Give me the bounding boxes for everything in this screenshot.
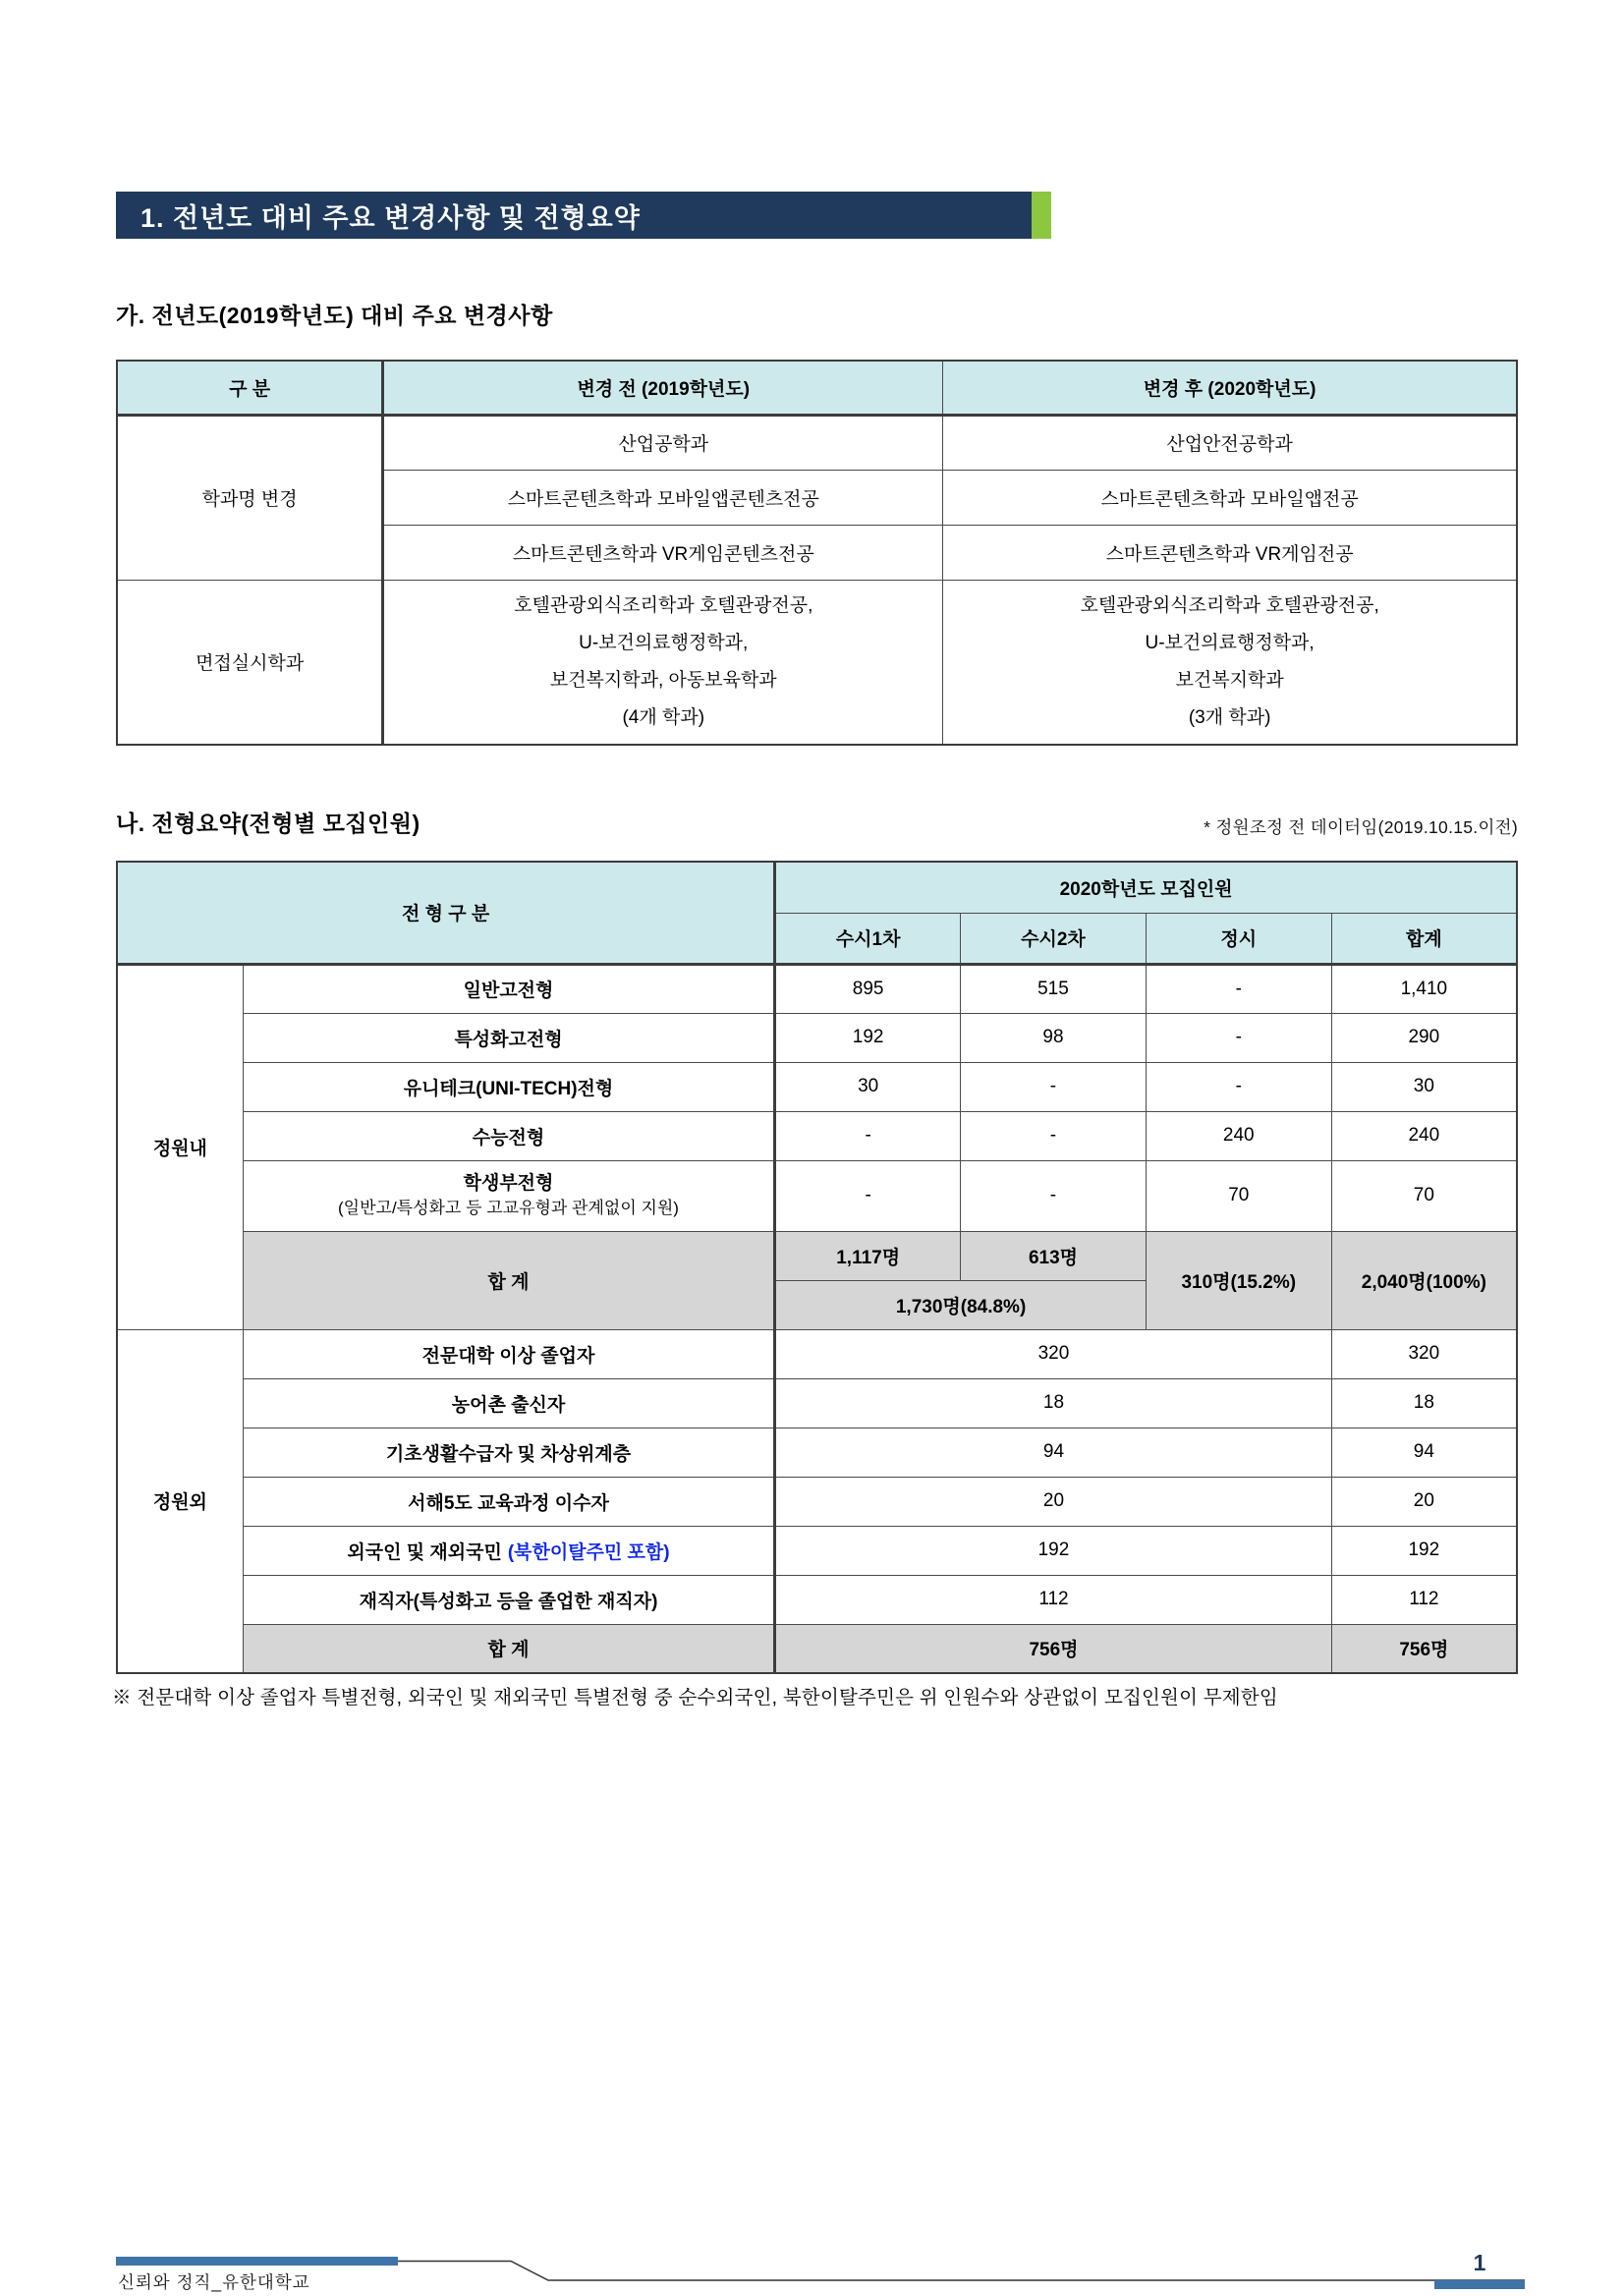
sum-label: 합 계 (243, 1231, 775, 1329)
table-footnote: ※ 전문대학 이상 졸업자 특별전형, 외국인 및 재외국민 특별전형 중 순수외국인, 북한이탈주민은 위 인원수와 상관없이 모집인원이 무제한임 (112, 1687, 1278, 1708)
track-name-subnote: (일반고/특성화고 등 고교유형과 관계없이 지원) (338, 1199, 679, 1217)
sum-total: 756명 (1331, 1624, 1517, 1673)
cell-value: 112 (775, 1575, 1331, 1624)
table-row (117, 1160, 1517, 1231)
col-header-category: 전 형 구 분 (117, 862, 775, 964)
page-title: 1. 전년도 대비 주요 변경사항 및 전형요약 (140, 202, 641, 233)
table-row (117, 1013, 1517, 1062)
cell-jeongsi: - (1146, 1013, 1331, 1062)
cell-total: 30 (1331, 1062, 1517, 1111)
group-label-dept-rename: 학과명 변경 (117, 415, 383, 580)
cell-track-name: 재직자(특성화고 등을 졸업한 재직자) (243, 1575, 775, 1624)
cell-susi1: 192 (775, 1013, 961, 1062)
cell-susi1: - (775, 1160, 961, 1231)
cell-before: 스마트콘텐츠학과 VR게임콘텐츠전공 (383, 525, 943, 580)
cell-value: 18 (775, 1378, 1331, 1428)
sum-label: 합 계 (243, 1624, 775, 1673)
table-row (117, 1329, 1517, 1378)
sum-total: 2,040명(100%) (1331, 1231, 1517, 1329)
cell-track-name: 일반고전형 (243, 964, 775, 1013)
cell-susi2: 515 (961, 964, 1147, 1013)
dept-line: 호텔관광외식조리학과 호텔관광전공, (1080, 594, 1379, 616)
table-row (117, 1062, 1517, 1111)
sum-susi2: 613명 (961, 1231, 1147, 1280)
cell-total: 240 (1331, 1111, 1517, 1160)
cell-value: 20 (775, 1477, 1331, 1526)
section-title-banner (116, 192, 1032, 239)
track-name-highlight: (북한이탈주민 포함) (507, 1541, 670, 1563)
cell-track-name (243, 1526, 775, 1575)
page-number: 1 (1473, 2250, 1486, 2275)
cell-before: 스마트콘텐츠학과 모바일앱콘텐츠전공 (383, 470, 943, 525)
table-row (117, 1575, 1517, 1624)
cell-total: 18 (1331, 1378, 1517, 1428)
table-row (117, 964, 1517, 1013)
changes-table-wrapper (116, 360, 1518, 746)
section-a-heading: 가. 전년도(2019학년도) 대비 주요 변경사항 (116, 303, 553, 328)
footer-right-bar (1434, 2280, 1525, 2289)
cell-after: 스마트콘텐츠학과 모바일앱전공 (943, 470, 1517, 525)
changes-table (116, 360, 1518, 746)
cell-susi2: 98 (961, 1013, 1147, 1062)
cell-susi2: - (961, 1160, 1147, 1231)
cell-value: 320 (775, 1329, 1331, 1378)
sum-susi-combined: 1,730명(84.8%) (775, 1280, 1147, 1329)
cell-track-name: 특성화고전형 (243, 1013, 775, 1062)
dept-line: 보건복지학과, 아동보육학과 (549, 669, 777, 691)
group-label-in-quota: 정원내 (117, 964, 243, 1329)
cell-susi2: - (961, 1111, 1147, 1160)
col-header-total: 합계 (1331, 913, 1517, 964)
dept-line: 호텔관광외식조리학과 호텔관광전공, (514, 594, 813, 616)
cell-susi2: - (961, 1062, 1147, 1111)
cell-jeongsi: - (1146, 964, 1331, 1013)
cell-total: 192 (1331, 1526, 1517, 1575)
cell-jeongsi: 70 (1146, 1160, 1331, 1231)
cell-value: 94 (775, 1428, 1331, 1477)
cell-susi1: - (775, 1111, 961, 1160)
group-label-interview: 면접실시학과 (117, 580, 383, 745)
col-header-after: 변경 후 (2020학년도) (943, 361, 1517, 415)
table-header-row (117, 862, 1517, 913)
table-row (117, 1477, 1517, 1526)
sum-value: 756명 (775, 1624, 1331, 1673)
col-header-category: 구 분 (117, 361, 383, 415)
table-row (117, 415, 1517, 470)
track-name-main: 학생부전형 (463, 1173, 554, 1194)
sum-jeongsi: 310명(15.2%) (1146, 1231, 1331, 1329)
dept-line: U-보건의료행정학과, (579, 632, 749, 653)
cell-before-list (383, 580, 943, 745)
col-header-before: 변경 전 (2019학년도) (383, 361, 943, 415)
cell-total: 1,410 (1331, 964, 1517, 1013)
cell-track-name (243, 1160, 775, 1231)
dept-line: (3개 학과) (1188, 706, 1271, 728)
summary-table (116, 861, 1518, 1674)
table-header-row (117, 361, 1517, 415)
table-row (117, 1378, 1517, 1428)
cell-after: 스마트콘텐츠학과 VR게임전공 (943, 525, 1517, 580)
table-row (117, 1526, 1517, 1575)
cell-before: 산업공학과 (383, 415, 943, 470)
section-b-heading: 나. 전형요약(전형별 모집인원) (116, 811, 420, 836)
cell-value: 192 (775, 1526, 1331, 1575)
banner-green-accent (1032, 192, 1051, 239)
summary-table-wrapper (116, 861, 1518, 1674)
dept-line: U-보건의료행정학과, (1145, 632, 1315, 653)
dept-line: (4개 학과) (622, 706, 705, 728)
table-row (117, 1428, 1517, 1477)
table-row (117, 1111, 1517, 1160)
col-header-year: 2020학년도 모집인원 (775, 862, 1517, 913)
footer-left-bar (116, 2257, 398, 2266)
footer-rule-line (398, 2262, 1525, 2281)
track-name-main: 외국인 및 재외국민 (347, 1541, 502, 1563)
cell-total: 290 (1331, 1013, 1517, 1062)
dept-line: 보건복지학과 (1175, 669, 1284, 691)
cell-susi1: 30 (775, 1062, 961, 1111)
cell-susi1: 895 (775, 964, 961, 1013)
col-header-jeongsi: 정시 (1146, 913, 1331, 964)
cell-total: 320 (1331, 1329, 1517, 1378)
quota-data-note: * 정원조정 전 데이터임(2019.10.15.이전) (1204, 817, 1518, 837)
cell-total: 112 (1331, 1575, 1517, 1624)
footer-slogan: 신뢰와 정직_유한대학교 (118, 2272, 310, 2292)
cell-after-list (943, 580, 1517, 745)
cell-track-name: 농어촌 출신자 (243, 1378, 775, 1428)
cell-total: 20 (1331, 1477, 1517, 1526)
cell-track-name: 서해5도 교육과정 이수자 (243, 1477, 775, 1526)
sum-susi1: 1,117명 (775, 1231, 961, 1280)
group-label-extra-quota: 정원외 (117, 1329, 243, 1673)
col-header-susi1: 수시1차 (775, 913, 961, 964)
cell-track-name: 수능전형 (243, 1111, 775, 1160)
cell-after: 산업안전공학과 (943, 415, 1517, 470)
sum-row (117, 1624, 1517, 1673)
cell-track-name: 유니테크(UNI-TECH)전형 (243, 1062, 775, 1111)
col-header-susi2: 수시2차 (961, 913, 1147, 964)
table-row (117, 580, 1517, 745)
cell-track-name: 기초생활수급자 및 차상위계층 (243, 1428, 775, 1477)
sum-row (117, 1231, 1517, 1280)
cell-total: 94 (1331, 1428, 1517, 1477)
cell-jeongsi: - (1146, 1062, 1331, 1111)
cell-jeongsi: 240 (1146, 1111, 1331, 1160)
cell-total: 70 (1331, 1160, 1517, 1231)
cell-track-name: 전문대학 이상 졸업자 (243, 1329, 775, 1378)
